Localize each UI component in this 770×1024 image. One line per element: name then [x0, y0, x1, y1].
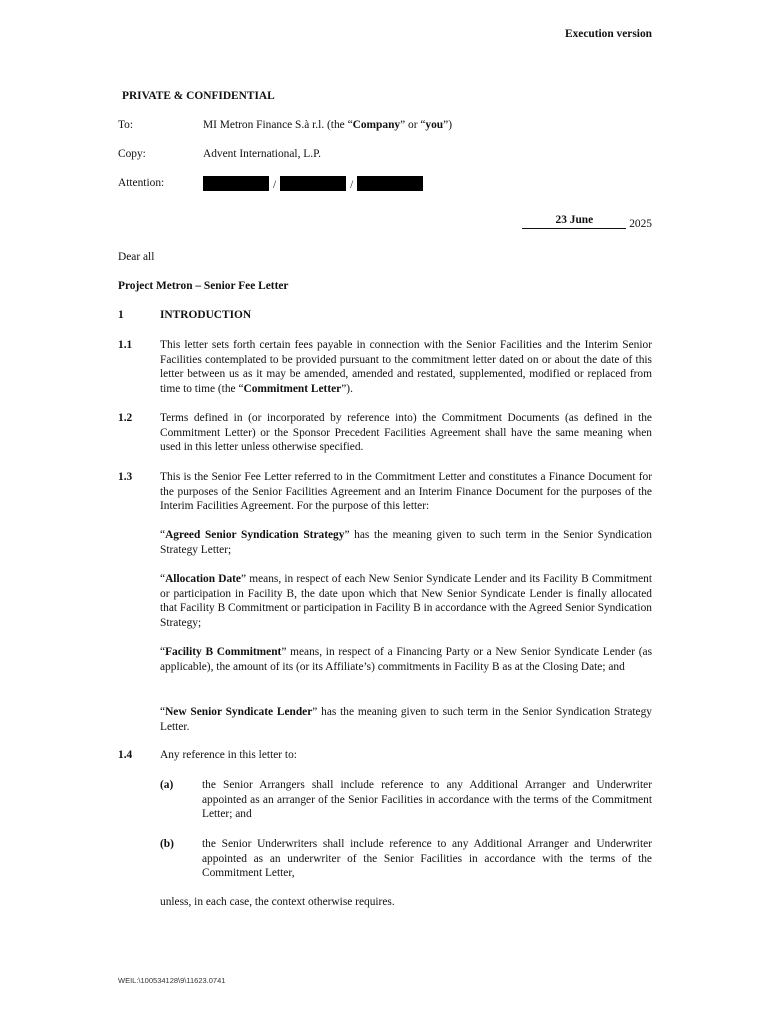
quote-mark: “	[160, 646, 166, 658]
defined-term: Facility B Commitment	[165, 646, 282, 658]
to-mid: ” or “	[400, 119, 426, 131]
attention-label: Attention:	[118, 177, 165, 189]
clause-number: 1.4	[118, 749, 133, 761]
redaction-box	[280, 176, 346, 191]
clause-closing-text: unless, in each case, the context otherwise requires.	[160, 896, 395, 908]
quote-mark: “	[160, 706, 166, 718]
copy-label: Copy:	[118, 148, 146, 160]
definition	[160, 528, 652, 557]
clause-number: 1.2	[118, 412, 133, 424]
to-prefix: MI Metron Finance S.à r.l. (the “	[203, 119, 353, 131]
definition	[160, 705, 652, 734]
company-term: Company	[352, 119, 401, 131]
clause-text: This is the Senior Fee Letter referred to in the Commitment Letter and constitutes a Finance Document for the purposes of the Senior Facilities Agreement and an Interim Finance Document for the purposes of the Interim Facilities Agreement. For the purpose of this letter:	[160, 471, 652, 513]
date-line	[522, 214, 652, 233]
clause-text-part: This letter sets forth certain fees payable in connection with the Senior Facilities and the Interim Senior Facilities contemplated to be provided pursuant to the commitment letter dated on or about the date of this letter between us as it may be amended, amended and restated, supplemented, modified or replaced from time to time (the “	[160, 339, 652, 395]
date-day-month: 23 June	[555, 214, 594, 226]
footer-document-reference: WEIL:\100534128\9\11623.0741	[118, 976, 226, 985]
to-value	[203, 118, 452, 133]
clause-number: 1.3	[118, 471, 133, 483]
to-suffix: ”)	[443, 119, 452, 131]
redaction-box	[203, 176, 269, 191]
definition	[160, 645, 652, 674]
clause-text: Terms defined in (or incorporated by reference into) the Commitment Documents (as defined in the Commitment Letter) or the Sponsor Precedent Facilities Agreement shall have the same meaning when used in this letter unless otherwise specified.	[160, 412, 652, 454]
date-year: 2025	[629, 218, 652, 230]
definition-text: ” has the meaning given to such term in the Senior Syndication Strategy Letter;	[160, 529, 652, 556]
section-title: INTRODUCTION	[160, 309, 252, 321]
attention-separator: /	[273, 179, 277, 191]
sub-clause-text: the Senior Arrangers shall include reference to any Additional Arranger and Underwriter appointed as an arranger of the Senior Facilities in accordance with the terms of the Commitment Letter; and	[202, 779, 652, 821]
execution-version-label: Execution version	[564, 28, 652, 40]
attention-separator: /	[350, 179, 354, 191]
definition	[160, 572, 652, 630]
defined-term: Agreed Senior Syndication Strategy	[165, 529, 345, 541]
date-blank	[522, 213, 626, 229]
quote-mark: “	[160, 573, 166, 585]
definition-text: ” has the meaning given to such term in the Senior Syndication Strategy Letter.	[160, 706, 652, 733]
defined-term: Allocation Date	[165, 573, 241, 585]
definition-text: ” means, in respect of a Financing Party or a New Senior Syndicate Lender (as applicable), the amount of its (or its Affiliate’s) commitments in Facility B as at the Closing Date; and	[160, 646, 653, 673]
copy-value: Advent International, L.P.	[203, 148, 321, 160]
sub-clause-label: (a)	[160, 779, 174, 791]
definition-text: ” means, in respect of each New Senior Syndicate Lender and its Facility B Commitment or participation in Facility B, the date upon which that New Senior Syndicate Lender is finally allocated that Facility B Commitment or participation in Facility B in accordance with the Agreed Senior Syndication Strategy;	[160, 573, 652, 629]
subject-line: Project Metron – Senior Fee Letter	[118, 280, 289, 292]
to-label: To:	[118, 119, 134, 131]
quote-mark: “	[160, 529, 166, 541]
you-term: you	[425, 119, 444, 131]
confidentiality-heading: PRIVATE & CONFIDENTIAL	[122, 90, 275, 102]
clause-text: Any reference in this letter to:	[160, 749, 297, 761]
sub-clause-label: (b)	[160, 838, 174, 850]
sub-clause-text: the Senior Underwriters shall include reference to any Additional Arranger and Underwriter appointed as an underwriter of the Senior Facilities in accordance with the terms of the Commitment Letter,	[202, 838, 652, 880]
section-number: 1	[118, 309, 124, 321]
defined-term: New Senior Syndicate Lender	[165, 706, 313, 718]
attention-value	[203, 176, 423, 193]
defined-term: Commitment Letter	[243, 382, 342, 395]
redaction-box	[357, 176, 423, 191]
clause-text-part: ”).	[341, 382, 353, 395]
salutation: Dear all	[118, 251, 155, 263]
clause-text	[160, 338, 652, 396]
clause-number: 1.1	[118, 339, 133, 351]
